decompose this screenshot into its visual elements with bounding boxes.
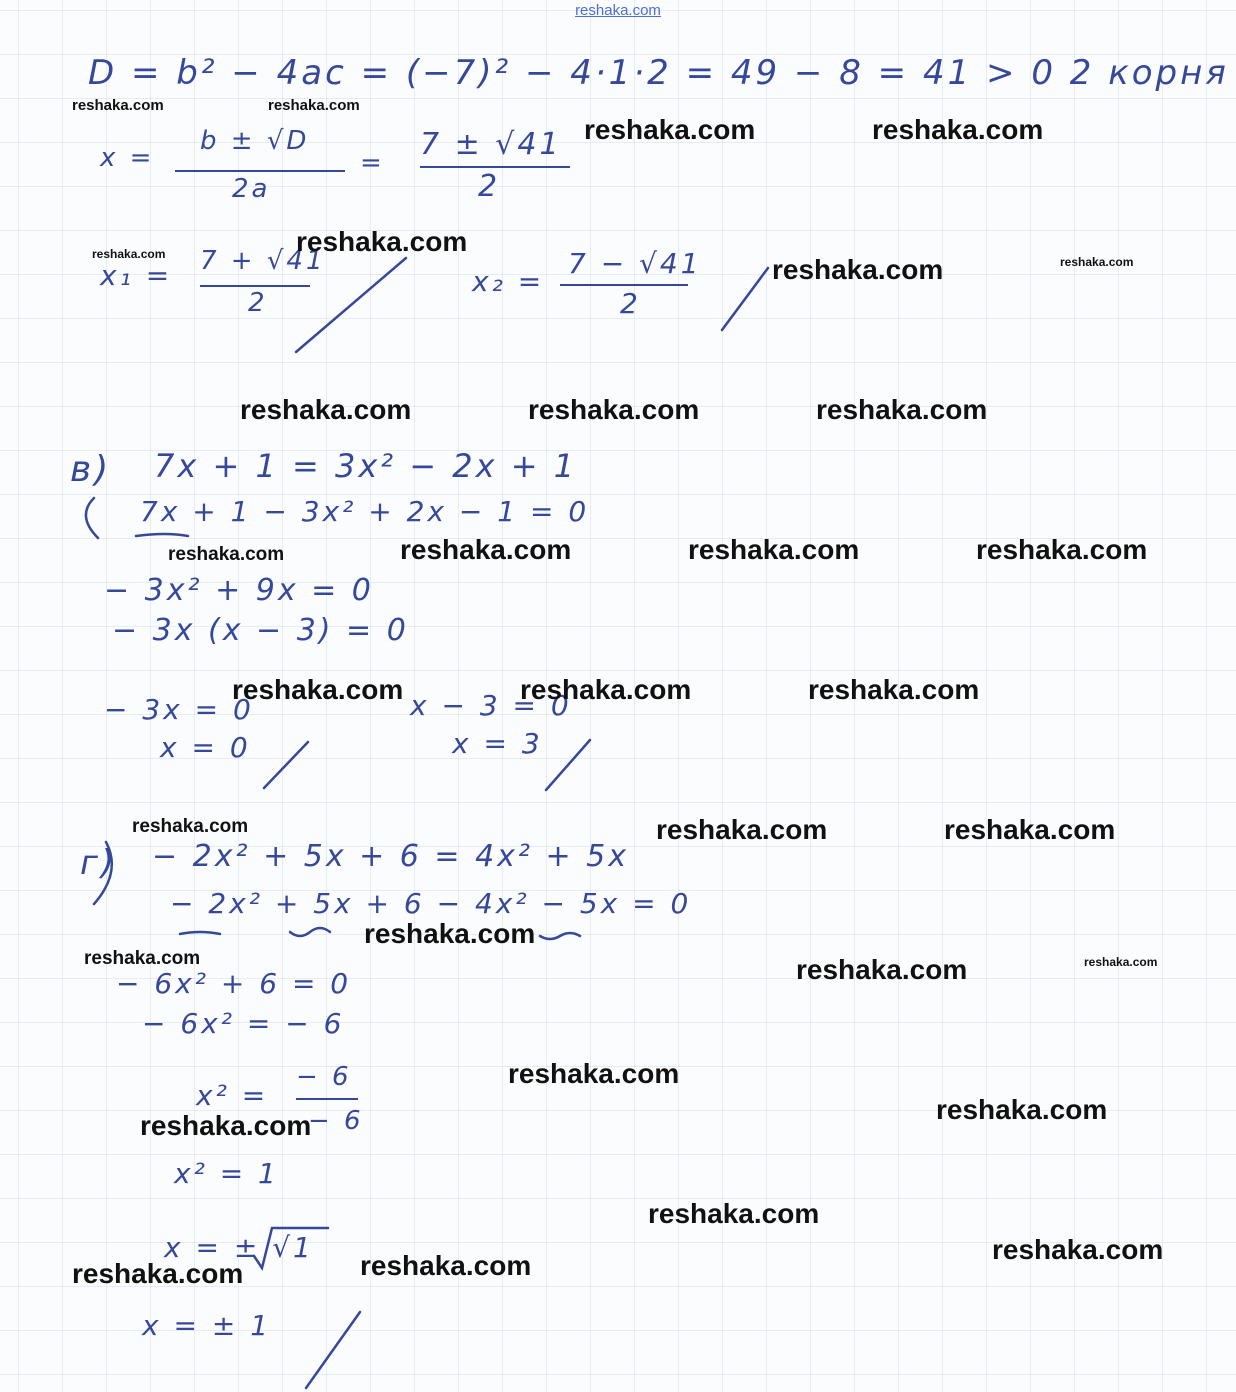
x1-denominator: 2	[248, 288, 268, 318]
watermark: reshaka.com	[364, 918, 536, 949]
v-line-1: 7x + 1 = 3x² − 2x + 1	[154, 447, 578, 485]
watermark: reshaka.com	[520, 674, 692, 705]
underline-mark	[290, 928, 330, 936]
watermark: reshaka.com	[584, 114, 756, 145]
roots-formula-numerator: b ± √D	[200, 126, 310, 156]
watermark: reshaka.com	[268, 97, 360, 114]
roots-formula-lhs: x =	[100, 143, 155, 173]
part-v-label: в)	[70, 449, 112, 490]
watermark: reshaka.com	[72, 97, 164, 114]
watermark: reshaka.com	[816, 394, 988, 425]
check-mark-icon	[722, 268, 768, 330]
roots-formula-denominator: 2a	[232, 174, 271, 204]
watermark: reshaka.com	[168, 544, 285, 565]
fraction-bar	[420, 166, 570, 168]
watermark: reshaka.com	[688, 534, 860, 565]
g-line-7: x = ± √1	[164, 1231, 314, 1264]
watermark: reshaka.com	[772, 254, 944, 285]
underline-mark	[136, 534, 188, 536]
check-mark-icon	[306, 1312, 360, 1388]
discriminant-line: D = b² − 4ac = (−7)² − 4·1·2 = 49 − 8 = 41 > 0 2 корня	[88, 53, 1229, 93]
watermark: reshaka.com	[132, 816, 249, 837]
fraction-bar	[560, 284, 688, 286]
fraction-bar	[296, 1098, 358, 1100]
x2-lhs: x₂ =	[472, 265, 545, 298]
watermark: reshaka.com	[508, 1058, 680, 1089]
watermark: reshaka.com	[92, 247, 166, 261]
watermark: reshaka.com	[240, 394, 412, 425]
watermark: reshaka.com	[528, 394, 700, 425]
v-line-6a: x = 0	[160, 731, 251, 764]
v-line-5a: − 3x = 0	[104, 693, 254, 726]
g-line-1: − 2x² + 5x + 6 = 4x² + 5x	[152, 839, 630, 874]
x1-lhs: x₁ =	[100, 259, 173, 292]
v-line-3: − 3x² + 9x = 0	[104, 573, 374, 608]
watermark: reshaka.com	[1084, 955, 1158, 969]
watermark: reshaka.com	[140, 1110, 312, 1141]
watermark: reshaka.com	[400, 534, 572, 565]
roots-formula-denominator-2: 2	[478, 169, 501, 204]
v-line-5b: x − 3 = 0	[410, 689, 572, 722]
watermark: reshaka.com	[296, 226, 468, 257]
x2-numerator: 7 − √41	[568, 247, 702, 280]
watermark: reshaka.com	[808, 674, 980, 705]
watermark: reshaka.com	[944, 814, 1116, 845]
part-g-label: г)	[80, 843, 118, 883]
g-line-5-numerator: − 6	[296, 1062, 352, 1092]
fraction-bar	[175, 170, 345, 172]
watermark: reshaka.com	[976, 534, 1148, 565]
watermark: reshaka.com	[72, 1258, 244, 1289]
watermark: reshaka.com	[656, 814, 828, 845]
underline-mark	[540, 933, 580, 939]
g-line-5-lhs: x² =	[196, 1079, 269, 1112]
check-mark-icon	[264, 742, 308, 788]
watermark: reshaka.com	[796, 954, 968, 985]
v-line-2: 7x + 1 − 3x² + 2x − 1 = 0	[140, 495, 590, 528]
g-line-2: − 2x² + 5x + 6 − 4x² − 5x = 0	[170, 887, 692, 920]
x2-denominator: 2	[620, 287, 641, 320]
g-line-4: − 6x² = − 6	[142, 1007, 345, 1040]
roots-formula-equals: =	[360, 148, 385, 178]
watermark: reshaka.com	[992, 1234, 1164, 1265]
x1-numerator: 7 + √41	[200, 246, 326, 276]
watermark: reshaka.com	[1060, 255, 1134, 269]
g-line-6: x² = 1	[174, 1157, 279, 1190]
g-line-5-denominator: − 6	[308, 1106, 364, 1136]
bracket-mark	[86, 498, 98, 538]
g-line-8: x = ± 1	[142, 1309, 272, 1342]
watermark: reshaka.com	[648, 1198, 820, 1229]
watermark: reshaka.com	[360, 1250, 532, 1281]
check-mark-icon	[546, 740, 590, 790]
v-line-6b: x = 3	[452, 727, 543, 760]
g-line-3: − 6x² + 6 = 0	[116, 967, 352, 1000]
roots-formula-numerator-2: 7 ± √41	[420, 127, 562, 162]
site-link[interactable]: reshaka.com	[575, 2, 661, 19]
watermark: reshaka.com	[872, 114, 1044, 145]
fraction-bar	[200, 285, 310, 287]
v-line-4: − 3x (x − 3) = 0	[112, 613, 409, 648]
underline-mark	[180, 932, 220, 934]
watermark: reshaka.com	[232, 674, 404, 705]
watermark: reshaka.com	[84, 948, 201, 969]
watermark: reshaka.com	[936, 1094, 1108, 1125]
